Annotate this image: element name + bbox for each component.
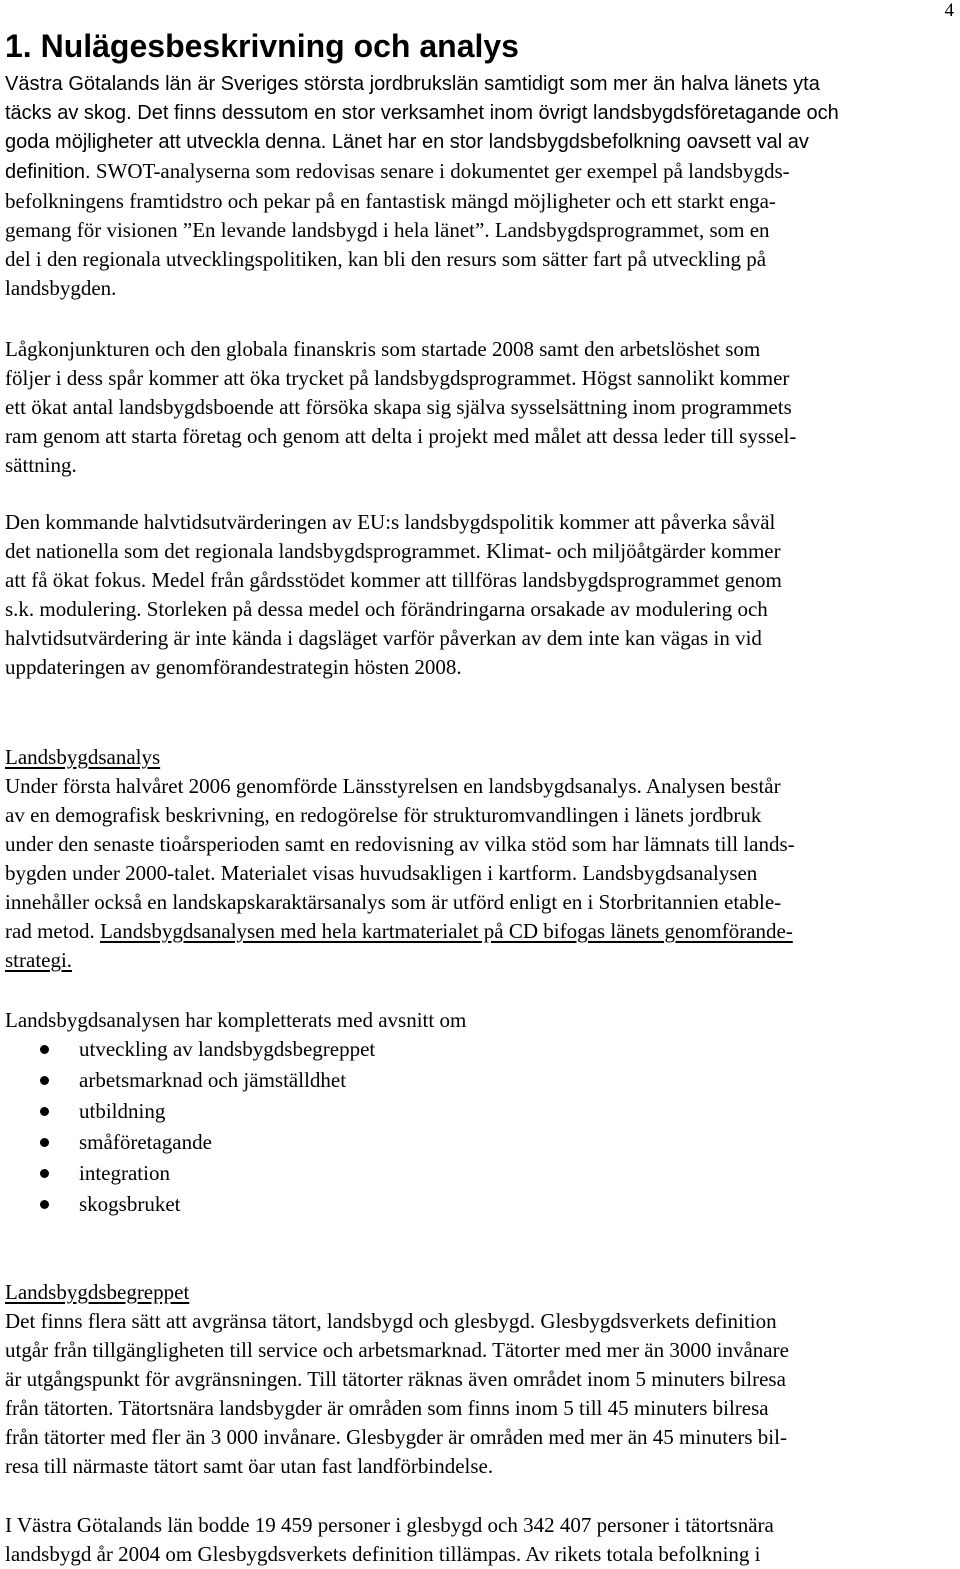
paragraph-line: s.k. modulering. Storleken på dessa medel och förändringarna orsakade av modulering och [5,597,768,621]
list-item [0,1158,375,1189]
list-item [0,1065,375,1096]
paragraph-line: utgår från tillgängligheten till service och arbetsmarknad. Tätorter med mer än 3000 invånare [5,1338,789,1362]
paragraph-line: landsbygd år 2004 om Glesbygdsverkets definition tillämpas. Av rikets totala befolkning i [5,1542,761,1566]
section-heading-landsbygdsbegreppet: Landsbygdsbegreppet [5,1280,190,1304]
intro-line: goda möjligheter att utveckla denna. Länet har en stor landsbygdsbefolkning oavsett val av [5,131,809,153]
section-landsbygdsbegreppet [5,1278,957,1481]
paragraph-line: under den senaste tioårsperioden samt en redovisning av vilka stöd som har lämnats till lands- [5,832,795,856]
paragraph-line: sättning. [5,453,77,477]
paragraph-halvtidsutvardering [5,508,957,682]
paragraph-lagkonjunktur [5,335,957,480]
paragraph-line: Under första halvåret 2006 genomförde Länsstyrelsen en landsbygdsanalys. Analysen består [5,774,781,798]
list-intro: Landsbygdsanalysen har kompletterats med avsnitt om [5,1008,467,1032]
paragraph-line: att få ökat fokus. Medel från gårdsstödet kommer att tillföras landsbygdsprogrammet genom [5,568,782,592]
paragraph-line: Den kommande halvtidsutvärderingen av EU:s landsbygdspolitik kommer att påverka såväl [5,510,776,534]
list-item [0,1127,375,1158]
intro-paragraph [5,70,957,303]
list-item-label: arbetsmarknad och jämställdhet [79,1068,347,1092]
paragraph-line: från tätorten. Tätortsnära landsbygder är områden som finns inom 5 till 45 minuters bilresa [5,1396,769,1420]
section-landsbygdsanalys [5,743,957,975]
bullet-icon [40,1138,49,1147]
paragraph-line: resa till närmaste tätort samt öar utan fast landförbindelse. [5,1454,494,1478]
intro-line: del i den regionala utvecklingspolitiken, kan bli den resurs som sätter fart på utveckling på [5,247,767,271]
paragraph-line: är utgångspunkt för avgränsningen. Till tätorter räknas även området inom 5 minuters bilresa [5,1367,786,1391]
intro-line [5,157,957,187]
intro-line: Västra Götalands län är Sveriges största jordbrukslän samtidigt som mer än halva länets yta [5,73,820,95]
paragraph-line: Lågkonjunkturen och den globala finanskris som startade 2008 samt den arbetslöshet som [5,337,761,361]
kompletterats-intro [5,1006,957,1035]
bullet-icon [40,1045,49,1054]
list-item [0,1096,375,1127]
page-number: 4 [944,0,954,21]
intro-line: täcks av skog. Det finns dessutom en stor verksamhet inom övrigt landsbygdsföretagande och [5,102,839,124]
list-item-label: utbildning [79,1099,166,1123]
paragraph-line: Det finns flera sätt att avgränsa tätort, landsbygd och glesbygd. Glesbygdsverkets definition [5,1309,777,1333]
bullet-icon [40,1200,49,1209]
paragraph-line [5,917,957,946]
bullet-icon [40,1107,49,1116]
paragraph-line: halvtidsutvärdering är inte kända i dagsläget varför påverkan av dem inte kan vägas in vid [5,626,762,650]
bullet-icon [40,1169,49,1178]
paragraph-line: av en demografisk beskrivning, en redogörelse för strukturomvandlingen i länets jordbruk [5,803,762,827]
list-item-label: integration [79,1161,170,1185]
cd-attachment-note: Landsbygdsanalysen med hela kartmaterialet på CD bifogas länets genomförande- [100,919,793,943]
bullet-icon [40,1076,49,1085]
paragraph-line: uppdateringen av genomförandestrategin hösten 2008. [5,655,462,679]
section-heading-landsbygdsanalys: Landsbygdsanalys [5,745,161,769]
list-item-label: skogsbruket [79,1192,181,1216]
paragraph-line: ett ökat antal landsbygdsboende att försöka skapa sig själva sysselsättning inom programmets [5,395,792,419]
intro-line: gemang för visionen ”En levande landsbygd i hela länet”. Landsbygdsprogrammet, som en [5,218,770,242]
list-item [0,1189,375,1220]
cd-attachment-note-end: strategi. [5,948,73,972]
intro-line: landsbygden. [5,276,117,300]
list-item-label: småföretagande [79,1130,212,1154]
paragraph-line: innehåller också en landskapskaraktärsanalys som är utförd enligt en i Storbritannien etable- [5,890,782,914]
intro-line-sans-part: definition. [5,161,91,183]
paragraph-line: det nationella som det regionala landsbygdsprogrammet. Klimat- och miljöåtgärder kommer [5,539,781,563]
list-item [0,1034,375,1065]
paragraph-befolkning [5,1511,957,1569]
line-plain-part: rad metod. [5,919,101,943]
list-item-label: utveckling av landsbygdsbegreppet [79,1037,376,1061]
paragraph-line: bygden under 2000-talet. Materialet visas huvudsakligen i kartform. Landsbygdsanalysen [5,861,758,885]
topic-list [0,1034,375,1220]
intro-line: befolkningens framtidstro och pekar på en fantastisk mängd möjligheter och ett starkt enga- [5,189,776,213]
page-title: 1. Nulägesbeskrivning och analys [5,28,519,64]
paragraph-line: följer i dess spår kommer att öka trycket på landsbygdsprogrammet. Högst sannolikt kommer [5,366,790,390]
paragraph-line: I Västra Götalands län bodde 19 459 personer i glesbygd och 342 407 personer i tätortsnära [5,1513,774,1537]
paragraph-line: från tätorter med fler än 3 000 invånare. Glesbygder är områden med mer än 45 minuters bil- [5,1425,787,1449]
intro-line-serif-part: SWOT-analyserna som redovisas senare i dokumentet ger exempel på landsbygds- [90,159,790,183]
paragraph-line: ram genom att starta företag och genom att delta i projekt med målet att dessa leder till syssel- [5,424,797,448]
